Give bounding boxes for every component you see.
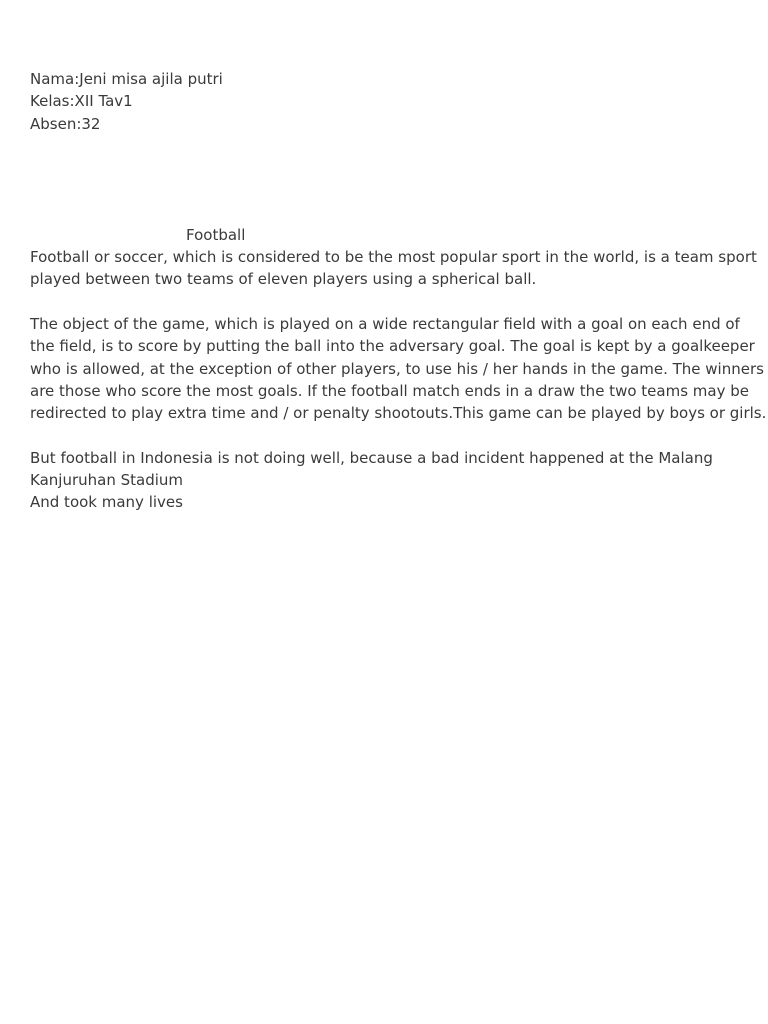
paragraph-indonesia bbox=[30, 447, 742, 514]
student-info bbox=[30, 68, 742, 135]
paragraph-line: are those who score the most goals. If the football match ends in a draw the two teams may be bbox=[30, 381, 749, 400]
paragraph-line: who is allowed, at the exception of other players, to use his / her hands in the game. The winners bbox=[30, 359, 764, 378]
student-class: Kelas:XII Tav1 bbox=[30, 92, 133, 111]
student-name: Nama:Jeni misa ajila putri bbox=[30, 70, 223, 88]
paragraph-line: Kanjuruhan Stadium bbox=[30, 471, 183, 490]
paragraph-spacer bbox=[30, 291, 742, 313]
paragraph-line: The object of the game, which is played on a wide rectangular field with a goal on each end of bbox=[30, 315, 740, 334]
paragraph-line: redirected to play extra time and / or penalty shootouts.This game can be played by boys or girls. bbox=[30, 404, 767, 423]
paragraph-line: Football or soccer, which is considered to be the most popular sport in the world, is a team sport bbox=[30, 248, 757, 267]
student-attendance-number: Absen:32 bbox=[30, 114, 101, 133]
paragraph-line: played between two teams of eleven players using a spherical ball. bbox=[30, 270, 537, 289]
paragraph-line: And took many lives bbox=[30, 493, 183, 512]
document-title: Football bbox=[186, 225, 246, 244]
paragraph-rules bbox=[30, 313, 767, 424]
document-page bbox=[30, 68, 767, 514]
paragraph-line: the field, is to score by putting the ball into the adversary goal. The goal is kept by a goalkeeper bbox=[30, 337, 755, 356]
paragraph-intro bbox=[30, 246, 757, 291]
paragraph-line: But football in Indonesia is not doing well, because a bad incident happened at the Malang bbox=[30, 448, 713, 467]
paragraph-spacer bbox=[30, 425, 742, 447]
